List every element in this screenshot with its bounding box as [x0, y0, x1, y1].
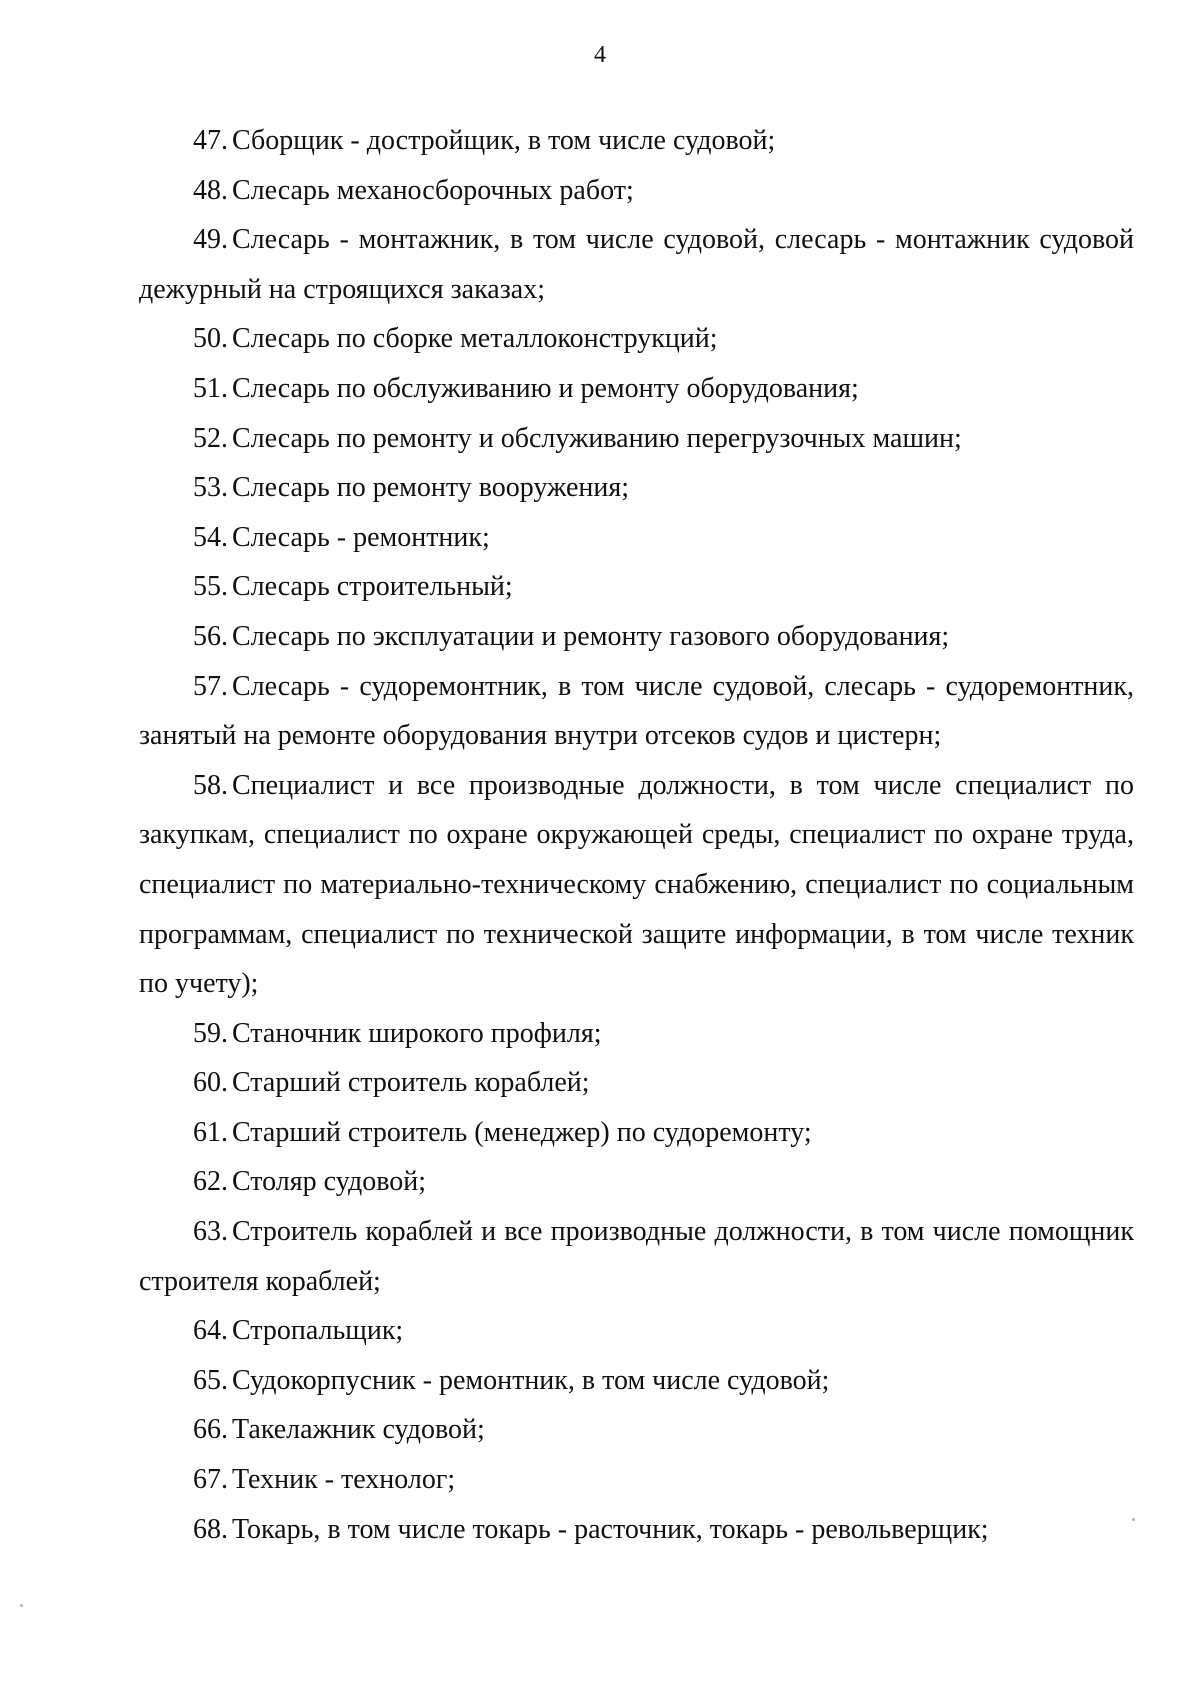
- item-number: 52.: [193, 422, 228, 454]
- item-text: Слесарь по обслуживанию и ремонту оборудования;: [232, 372, 859, 404]
- list-item: [139, 1356, 1134, 1406]
- item-text: Старший строитель кораблей;: [232, 1067, 590, 1099]
- list-item: [139, 761, 1134, 1009]
- item-number: 63.: [193, 1216, 228, 1248]
- item-text: Слесарь - ремонтник;: [232, 521, 490, 553]
- item-number: 50.: [193, 323, 228, 355]
- page-number: 4: [594, 42, 606, 68]
- list-item: [139, 166, 1134, 216]
- list-item: [139, 215, 1134, 314]
- list-item: [139, 314, 1134, 364]
- item-text: Станочник широкого профиля;: [232, 1017, 602, 1049]
- item-number: 56.: [193, 620, 228, 652]
- item-text: Слесарь по ремонту и обслуживанию перегрузочных машин;: [232, 422, 962, 454]
- item-text: Слесарь по сборке металлоконструкций;: [232, 323, 718, 355]
- item-number: 51.: [193, 372, 228, 404]
- list-item: [139, 1009, 1134, 1059]
- item-text: Специалист и все производные должности, в том числе специалист по закупкам, специалист по охране окружающей среды, специалист по охране труда, специалист по материально-техническому снабжению, специалист по социальным программам, специалист по технической защите информации, в том числе техник по учету);: [139, 769, 1134, 1000]
- item-number: 54.: [193, 521, 228, 553]
- item-text: Слесарь - монтажник, в том числе судовой, слесарь - монтажник судовой дежурный на строящихся заказах;: [139, 224, 1134, 305]
- list-item: [139, 414, 1134, 464]
- item-text: Столяр судовой;: [232, 1166, 426, 1198]
- item-number: 55.: [193, 571, 228, 603]
- item-number: 49.: [193, 224, 228, 256]
- item-number: 57.: [193, 670, 228, 702]
- list-item: [139, 1207, 1134, 1306]
- scan-speck: [20, 1604, 23, 1607]
- item-number: 68.: [193, 1513, 228, 1545]
- item-number: 48.: [193, 174, 228, 206]
- list-item: [139, 612, 1134, 662]
- item-number: 62.: [193, 1166, 228, 1198]
- item-text: Слесарь механосборочных работ;: [232, 174, 634, 206]
- item-number: 47.: [193, 125, 228, 156]
- item-text: Слесарь строительный;: [232, 571, 513, 603]
- list-item: [139, 364, 1134, 414]
- list-item: [139, 513, 1134, 563]
- list-item: [139, 1058, 1134, 1108]
- item-text: Старший строитель (менеджер) по судоремонту;: [232, 1116, 812, 1148]
- item-text: Слесарь по эксплуатации и ремонту газового оборудования;: [232, 620, 950, 652]
- list-item: [139, 1306, 1134, 1356]
- item-number: 59.: [193, 1017, 228, 1049]
- profession-list: [139, 116, 1134, 1554]
- item-number: 67.: [193, 1464, 228, 1496]
- list-item: [139, 1455, 1134, 1505]
- item-number: 61.: [193, 1116, 228, 1148]
- list-item: [139, 1108, 1134, 1158]
- list-item: [139, 1505, 1134, 1555]
- list-item: [139, 116, 1134, 166]
- item-number: 58.: [193, 769, 228, 801]
- list-item: [139, 1157, 1134, 1207]
- item-text: Слесарь по ремонту вооружения;: [232, 472, 630, 504]
- item-number: 64.: [193, 1315, 228, 1347]
- list-item: [139, 662, 1134, 761]
- item-text: Слесарь - судоремонтник, в том числе судовой, слесарь - судоремонтник, занятый на ремонте оборудования внутри отсеков судов и цистерн;: [139, 670, 1134, 752]
- item-number: 53.: [193, 472, 228, 504]
- scan-speck: [1132, 1518, 1135, 1521]
- item-text: Сборщик - достройщик, в том числе судовой;: [232, 125, 776, 156]
- list-item: [139, 1405, 1134, 1455]
- item-number: 66.: [193, 1414, 228, 1446]
- item-number: 65.: [193, 1364, 228, 1396]
- list-item: [139, 463, 1134, 513]
- item-text: Судокорпусник - ремонтник, в том числе судовой;: [232, 1364, 830, 1396]
- item-text: Техник - технолог;: [232, 1464, 456, 1496]
- list-item: [139, 562, 1134, 612]
- item-text: Строитель кораблей и все производные должности, в том числе помощник строителя кораблей;: [139, 1216, 1134, 1297]
- item-text: Такелажник судовой;: [232, 1414, 485, 1446]
- item-text: Токарь, в том числе токарь - расточник, токарь - револьверщик;: [232, 1513, 989, 1545]
- item-number: 60.: [193, 1067, 228, 1099]
- item-text: Стропальщик;: [232, 1315, 404, 1347]
